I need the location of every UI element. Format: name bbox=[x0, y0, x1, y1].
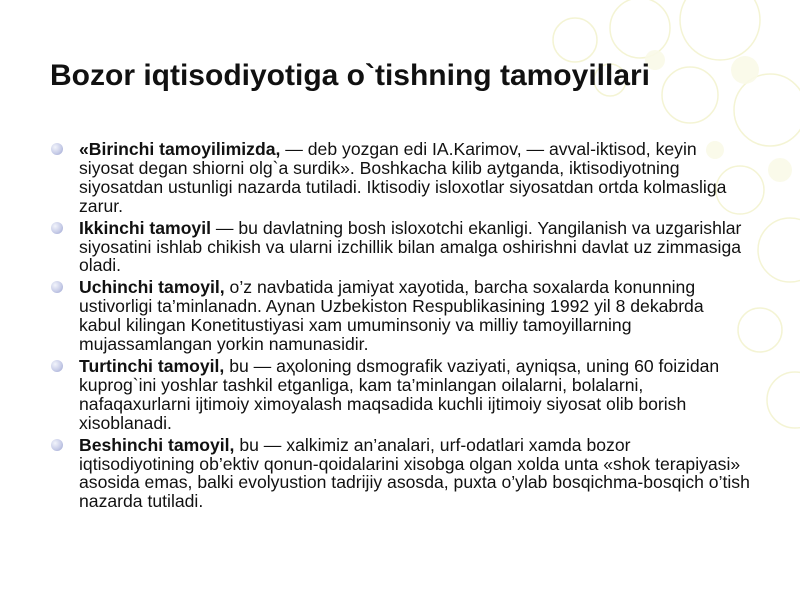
bullet-text: — deb yozgan edi IA.Karimov, — avval-iktisod, keyin siyosat degan shiorni olg`a surdik». Boshkacha kilib aytganda, iktisodiyotning siyosatdan ustunligi nazarda tutiladi. Iktisodiy isloxotlar siyosatdan ortda kolmasliga zarur. bbox=[79, 139, 727, 216]
bullet-text: bu — aҳoloning dsmografik vaziyati, ayniqsa, uning 60 foizidan kuprog`ini yoshlar tashkil etganliga, kam ta’minlangan oilalarni, bolalarni, nafaqaxurlarni ijtimoiy ximoyalash maqsadida kuchli ijtimoiy siyosat olib borish xisoblanadi. bbox=[79, 355, 720, 433]
bullet-lead: Turtinchi tamoyil, bbox=[79, 355, 225, 376]
bullet-item bbox=[50, 140, 750, 216]
bullet-lead: Uchinchi tamoyil, bbox=[79, 277, 225, 298]
bullet-lead: Beshinchi tamoyil, bbox=[79, 434, 235, 455]
bullet-circle-icon bbox=[51, 281, 63, 293]
bullet-item bbox=[50, 219, 750, 276]
bullet-lead: Ikkinchi tamoyil bbox=[79, 217, 211, 238]
bullet-item bbox=[50, 436, 750, 512]
slide-title: Bozor iqtisodiyotiga o`tishning tamoyillari bbox=[50, 59, 651, 92]
bullet-circle-icon bbox=[51, 222, 63, 234]
bullet-circle-icon bbox=[51, 143, 63, 155]
bullet-circle-icon bbox=[51, 439, 63, 451]
bullet-item bbox=[50, 278, 750, 354]
bullet-lead: «Birinchi tamoyilimizda, bbox=[79, 139, 281, 159]
bullet-text: o’z navbatida jamiyat xayotida, barcha soxalarda konunning ustivorligi ta’minlanadn. Aynan Uzbekiston Respublikasining 1992 yil 8 dekabrda kabul kilingan Konetitustiyasi xam umuminsoniy va milliy tamoyillarning mujassamlangan yorkin namunasidir. bbox=[79, 277, 704, 355]
bullet-item bbox=[50, 357, 750, 433]
bullet-text: bu — xalkimiz an’analari, urf-odatlari xamda bozor iqtisodiyotining ob’ektiv qonun-qoidalarini xisobga olgan xolda unta «shok terapiyasi» asosida emas, balki evolyustion tadrijiy asosda, puxta o’ylab bosqichma-bosqich o’tish nazarda tutiladi. bbox=[79, 434, 750, 512]
bullet-circle-icon bbox=[51, 360, 63, 372]
bullet-text: — bu davlatning bosh isloxotchi ekanligi. Yangilanish va uzgarishlar siyosatini ishlab chikish va ularni izchillik bilan amalga oshirishni davlat uz zimmasiga oladi. bbox=[79, 217, 742, 276]
bullet-list bbox=[50, 140, 750, 514]
